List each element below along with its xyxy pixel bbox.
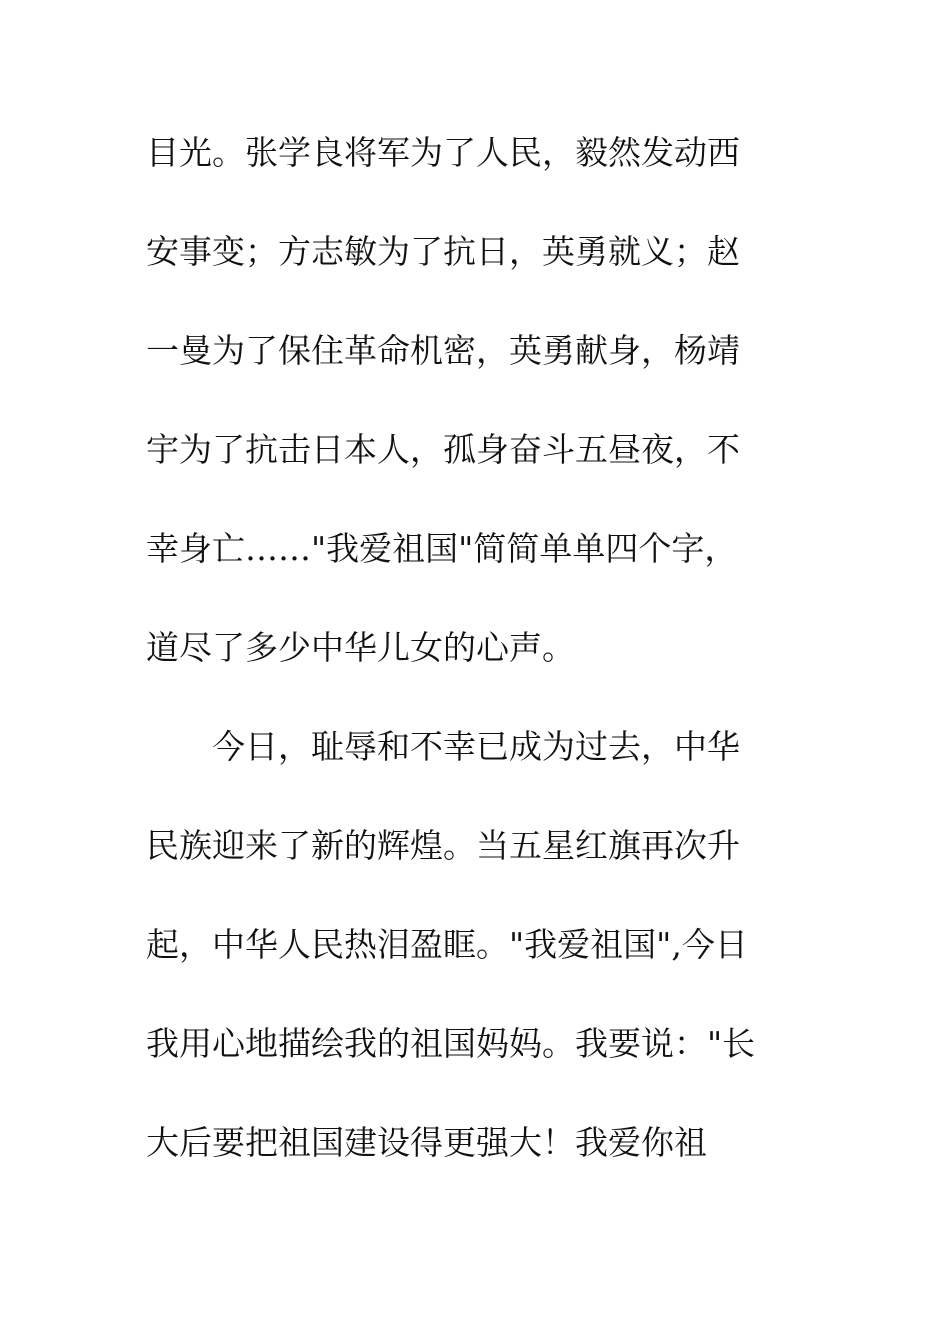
text-line-1: 目光。张学良将军为了人民，毅然发动西 xyxy=(146,133,740,172)
text-line-5: 幸身亡……"我爱祖国"简简单单四个字， xyxy=(146,529,738,568)
text-line-7: 今日，耻辱和不幸已成为过去，中华 xyxy=(146,727,740,766)
text-line-2: 安事变；方志敏为了抗日，英勇就义；赵 xyxy=(146,232,740,271)
text-line-4: 宇为了抗击日本人，孤身奋斗五昼夜，不 xyxy=(146,430,740,469)
text-line-3: 一曼为了保住革命机密，英勇献身，杨靖 xyxy=(146,331,740,370)
text-line-9: 起，中华人民热泪盈眶。"我爱祖国",今日 xyxy=(146,925,748,964)
text-line-8: 民族迎来了新的辉煌。当五星红旗再次升 xyxy=(146,826,740,865)
text-line-10: 我用心地描绘我的祖国妈妈。我要说："长 xyxy=(146,1024,756,1063)
text-line-11: 大后要把祖国建设得更强大！我爱你祖 xyxy=(146,1123,707,1162)
essay-body xyxy=(146,123,826,1212)
text-line-6: 道尽了多少中华儿女的心声。 xyxy=(146,628,575,667)
